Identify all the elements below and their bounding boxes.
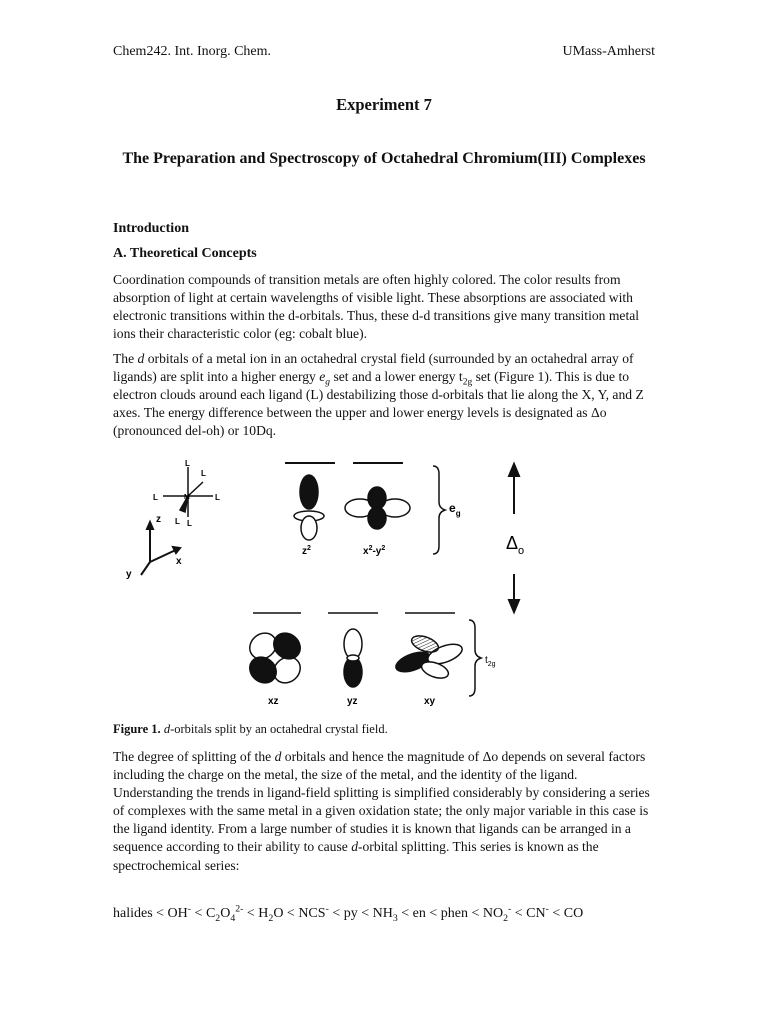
section-heading-introduction: Introduction xyxy=(113,221,189,236)
paragraph-color: Coordination compounds of transition metals are often highly colored. The color results from absorption of light at certain wavelengths of visible light. These absorptions are associated with electronic transitions within the d-orbitals. Thus, these d-d transitions give many transition metal ions their characteristic color (eg: cobalt blue). xyxy=(113,272,640,342)
institution: UMass-Amherst xyxy=(562,44,655,59)
ligand-label: L xyxy=(187,519,192,528)
paragraph-splitting: The d orbitals of a metal ion in an octahedral crystal field (surrounded by an octahedral array of ligands) are split into a higher energy $e_g$ set and a lower energy $t_{2g}$ set (Figure 1). This is due to electron clouds around each ligand (L) destabilizing those d-orbitals that lie along the X, Y, and Z axes. The energy difference between the upper and lower energy levels is designated as Δo (pronounced del-oh) or 10Dq. xyxy=(113,351,644,439)
axis-x-label: x xyxy=(176,556,182,567)
axis-z-label: z xyxy=(156,514,161,525)
orbital-label-z2: $z^2$ xyxy=(302,545,311,557)
orbital-label-xy: xy xyxy=(424,696,436,707)
metal-label: M xyxy=(184,494,190,501)
ligand-label: L xyxy=(153,493,158,502)
coordinate-axes xyxy=(141,522,180,575)
axis-y-label: y xyxy=(126,569,132,580)
figure-d-orbital-splitting xyxy=(113,452,543,712)
dyz-orbital-icon xyxy=(344,629,362,687)
t2g-label: $t_{2g}$ xyxy=(485,655,496,668)
delta-o-label: $\Delta_o$ xyxy=(506,533,525,557)
dxz-orbital-icon xyxy=(245,628,306,688)
experiment-number: Experiment 7 xyxy=(336,95,432,114)
figure-caption: Figure 1. d-orbitals split by an octahedral crystal field. xyxy=(113,722,388,736)
ligand-label: L xyxy=(201,469,206,478)
orbital-label-x2y2: $x^2-y^2$ xyxy=(363,545,386,557)
eg-label: $e_g$ xyxy=(449,501,461,518)
page-header xyxy=(113,44,655,60)
ligand-label: L xyxy=(175,517,180,526)
spectrochemical-series: halides < $OH^- < C_2O_4^{2-} < H_2O < NCS^-$ < py < $NH_3$ < en < phen < $NO_2^- < CN^-$ < CO xyxy=(113,903,584,924)
course-name: Chem242. Int. Inorg. Chem. xyxy=(113,44,272,59)
dxy-orbital-icon xyxy=(393,633,464,682)
eg-brace xyxy=(433,466,445,554)
t2g-brace xyxy=(469,620,481,696)
ligand-label: L xyxy=(185,459,190,468)
paragraph-spectrochemical: The degree of splitting of the d orbitals and hence the magnitude of Δo depends on several factors including the charge on the metal, the size of the metal, and the identity of the ligand. Understanding the trends in ligand-field splitting is simplified considerably by considering a series of complexes with the same metal in a given oxidation state; the only major variable in this case is the ligand identity. From a large number of studies it is known that ligands can be arranged in a sequence according to their ability to cause d-orbital splitting. This series is known as the spectrochemical series: xyxy=(113,749,650,873)
orbital-label-yz: yz xyxy=(347,696,358,707)
document-title: The Preparation and Spectroscopy of Octahedral Chromium(III) Complexes xyxy=(122,150,646,167)
subsection-heading-theoretical: A. Theoretical Concepts xyxy=(113,246,257,261)
dz2-orbital-icon xyxy=(294,475,324,540)
orbital-label-xz: xz xyxy=(268,696,279,707)
ligand-label: L xyxy=(215,493,220,502)
dx2y2-orbital-icon xyxy=(345,487,410,529)
